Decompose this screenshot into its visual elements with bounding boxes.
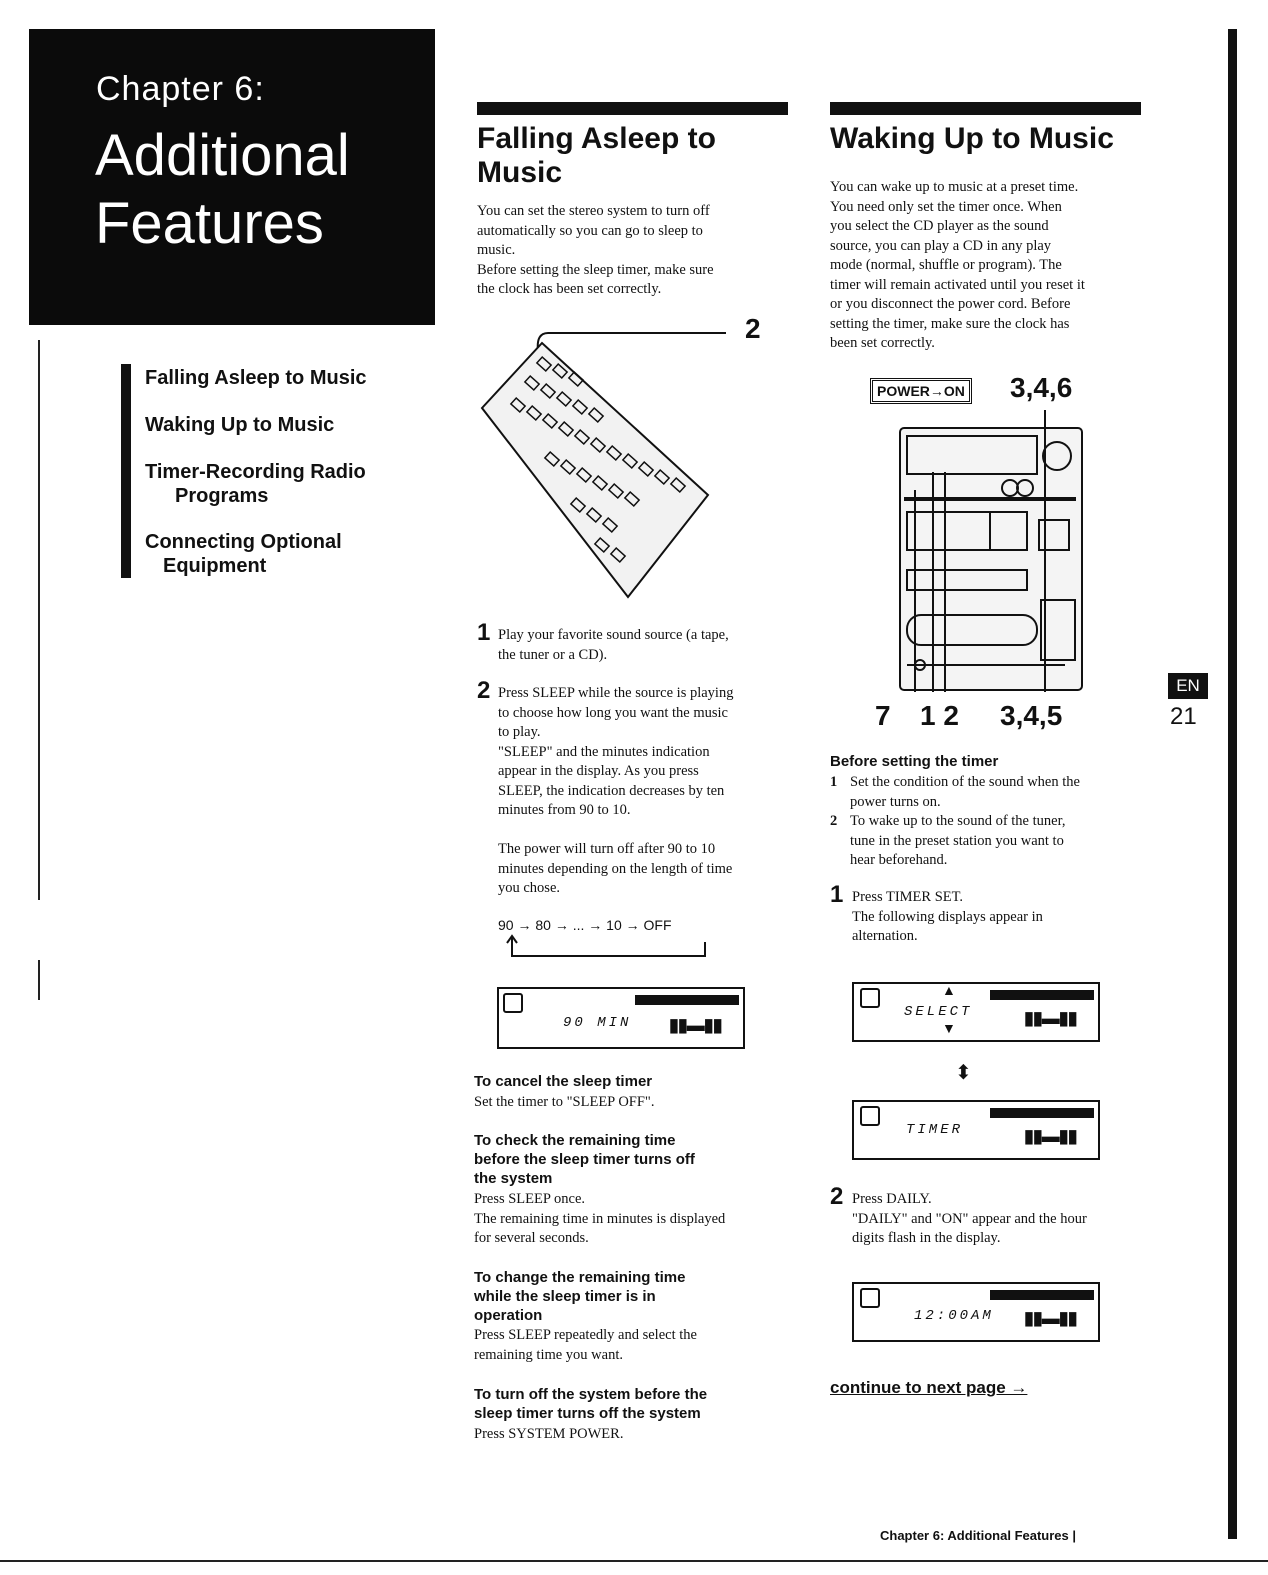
toc-item-connecting-equipment[interactable]: Connecting Optional Equipment	[145, 531, 342, 577]
section-heading-sleep: Falling Asleep to Music	[477, 122, 716, 189]
lcd-timer-icon	[860, 1106, 880, 1126]
margin-line	[38, 340, 40, 900]
wake-intro: You can wake up to music at a preset time. You need only set the timer once. When you select the CD player as the sound source, you can play a CD in any play mode (normal, shuffle or program). The timer will remain activated until you reset it or you disconnect the power cord. Before setting the timer, make sure the clock has been set correctly.	[830, 179, 1085, 351]
lcd-timer-icon	[860, 988, 880, 1008]
stereo-system-illustration	[895, 410, 1090, 700]
sleep-step2-number: 2	[477, 677, 491, 704]
turnoff-heading: To turn off the system before the sleep timer turns off the system	[474, 1386, 708, 1422]
toc-item-falling-asleep[interactable]: Falling Asleep to Music	[145, 367, 367, 389]
section-rule	[477, 102, 788, 115]
page-footer: Chapter 6: Additional Features |	[880, 1528, 1077, 1543]
alternation-arrow-icon: ⬍	[955, 1062, 972, 1084]
cancel-body: Set the timer to "SLEEP OFF".	[474, 1094, 655, 1110]
lcd-select-text: SELECT	[904, 1004, 973, 1020]
timer-lcd-select	[852, 982, 1100, 1042]
lcd-indicator-strip	[635, 995, 739, 1005]
lcd-indicator-strip	[990, 1108, 1094, 1118]
sleep-cycle-return-arrow	[505, 934, 715, 960]
wake-step1-number: 1	[830, 881, 844, 908]
cancel-heading: To cancel the sleep timer	[474, 1073, 653, 1090]
language-tab: EN	[1168, 673, 1208, 699]
lcd-sleep-icon	[503, 993, 523, 1013]
sleep-intro: You can set the stereo system to turn off automatically so you can go to sleep to music. Before setting the sleep timer, make sure the clock has been set correctly.	[477, 203, 714, 297]
flash-down-triangle: ▼	[942, 1022, 956, 1037]
right-margin-rule	[1228, 29, 1237, 1539]
flash-up-triangle: ▲	[942, 984, 956, 999]
change-body: Press SLEEP repeatedly and select the remaining time you want.	[474, 1327, 697, 1363]
lcd-indicator-strip	[990, 1290, 1094, 1300]
toc-bar	[121, 364, 131, 578]
remote-callout-2: 2	[745, 313, 761, 344]
lcd-daily-time: 12:00AM	[914, 1308, 994, 1324]
toc-item-timer-recording[interactable]: Timer-Recording Radio Programs	[145, 461, 366, 507]
toc-item-waking-up[interactable]: Waking Up to Music	[145, 414, 335, 436]
power-on-label: POWER→ON	[870, 378, 972, 404]
sleep-lcd-text: 90 MIN	[563, 1015, 632, 1031]
bottom-rule	[0, 1560, 1268, 1562]
timer-lcd-timer	[852, 1100, 1100, 1160]
sleep-cycle: 90 → 80 → ... → 10 → OFF	[498, 917, 672, 933]
chapter-label: Chapter 6:	[96, 70, 265, 108]
section-rule	[830, 102, 1141, 115]
lcd-timer-icon	[860, 1288, 880, 1308]
lcd-level-bars: ▮▮▬▮▮	[669, 1015, 722, 1035]
margin-mark	[38, 960, 40, 1000]
wake-step1-text: Press TIMER SET. The following displays appear in alternation.	[852, 889, 1043, 944]
before-item-1-number: 1	[830, 774, 838, 790]
check-heading: To check the remaining time before the sleep timer turns off the system	[474, 1132, 695, 1187]
check-body: Press SLEEP once. The remaining time in minutes is displayed for several seconds.	[474, 1191, 726, 1246]
wake-step2-text: Press DAILY. "DAILY" and "ON" appear and the hour digits flash in the display.	[852, 1191, 1087, 1246]
turnoff-body: Press SYSTEM POWER.	[474, 1426, 624, 1442]
stereo-callout-12: 1 2	[920, 700, 959, 731]
wake-step2-number: 2	[830, 1183, 844, 1210]
before-setting-heading: Before setting the timer	[830, 753, 999, 770]
sleep-lcd-display	[497, 987, 745, 1049]
before-item-2-number: 2	[830, 813, 838, 829]
stereo-callout-345: 3,4,5	[1000, 700, 1063, 731]
continue-link[interactable]: continue to next page →	[830, 1378, 1028, 1397]
change-heading: To change the remaining time while the sleep timer is in operation	[474, 1269, 686, 1324]
lcd-level-bars: ▮▮▬▮▮	[1024, 1008, 1077, 1028]
sleep-power-note: The power will turn off after 90 to 10 minutes depending on the length of time you chose.	[498, 841, 733, 896]
sleep-step1-number: 1	[477, 619, 491, 646]
lcd-level-bars: ▮▮▬▮▮	[1024, 1308, 1077, 1328]
stereo-callout-7: 7	[875, 700, 891, 731]
timer-lcd-daily	[852, 1282, 1100, 1342]
lcd-timer-text: TIMER	[906, 1122, 964, 1138]
before-item-2-text: To wake up to the sound of the tuner, tune in the preset station you want to hear beforehand.	[850, 813, 1066, 868]
lcd-level-bars: ▮▮▬▮▮	[1024, 1126, 1077, 1146]
section-heading-wake: Waking Up to Music	[830, 122, 1114, 155]
lcd-indicator-strip	[990, 990, 1094, 1000]
page-number: 21	[1170, 703, 1197, 730]
remote-control-illustration	[476, 315, 786, 615]
chapter-title-line1: Additional	[95, 123, 350, 188]
sleep-step1-text: Play your favorite sound source (a tape, the tuner or a CD).	[498, 627, 729, 663]
sleep-step2-text: Press SLEEP while the source is playing to choose how long you want the music to play. "SLEEP" and the minutes indication appear in the display. As you press SLEEP, the indication decreases by ten minutes from 90 to 10.	[498, 685, 734, 818]
before-item-1-text: Set the condition of the sound when the power turns on.	[850, 774, 1080, 810]
stereo-callout-346: 3,4,6	[1010, 372, 1073, 403]
chapter-title-line2: Features	[95, 191, 324, 256]
